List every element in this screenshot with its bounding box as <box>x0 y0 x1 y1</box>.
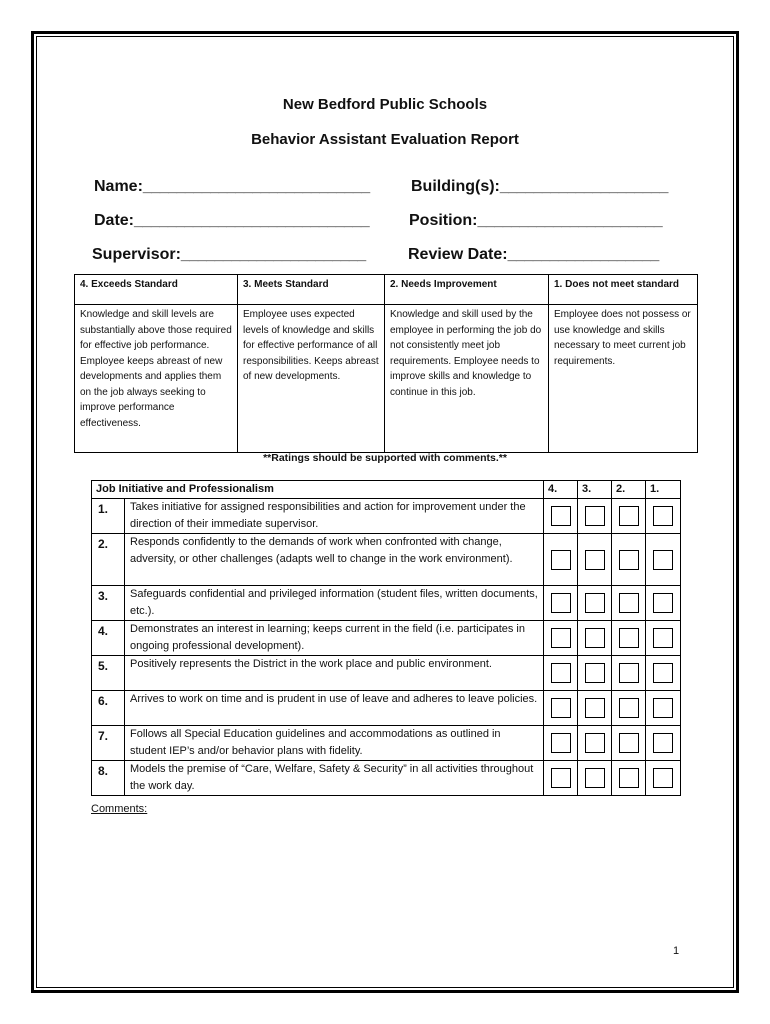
rating-cell-2 <box>612 726 646 761</box>
name-blank[interactable]: ___________________________ <box>142 178 370 195</box>
rating-cell-2 <box>612 586 646 621</box>
item-number: 4. <box>92 621 125 656</box>
rating-checkbox-3[interactable] <box>585 628 605 648</box>
rating-cell-3 <box>578 761 612 796</box>
position-blank[interactable]: ______________________ <box>477 212 663 229</box>
rating-checkbox-4[interactable] <box>551 550 571 570</box>
rating-checkbox-1[interactable] <box>653 733 673 753</box>
item-text: Arrives to work on time and is prudent in use of leave and adheres to leave policies. <box>125 691 544 726</box>
page-number: 1 <box>673 945 680 957</box>
evaluation-row <box>92 656 681 691</box>
rating-checkbox-4[interactable] <box>551 698 571 718</box>
rating-header-1: 1. <box>646 481 681 499</box>
item-text: Safeguards confidential and privileged information (student files, written documents, etc.). <box>125 586 544 621</box>
rating-header-2: 2. <box>612 481 646 499</box>
rating-cell-3 <box>578 726 612 761</box>
rating-header-4: 4. <box>544 481 578 499</box>
item-number: 5. <box>92 656 125 691</box>
standard-description-1: Employee does not possess or use knowledge and skills necessary to meet current job requirements. <box>549 305 698 453</box>
item-number: 7. <box>92 726 125 761</box>
rating-cell-3 <box>578 621 612 656</box>
rating-cell-1 <box>646 586 681 621</box>
evaluation-row <box>92 691 681 726</box>
evaluation-row <box>92 621 681 656</box>
rating-cell-1 <box>646 761 681 796</box>
rating-cell-2 <box>612 534 646 586</box>
rating-checkbox-4[interactable] <box>551 506 571 526</box>
evaluation-row <box>92 499 681 534</box>
rating-checkbox-2[interactable] <box>619 593 639 613</box>
position-label: Position: <box>409 212 478 229</box>
rating-checkbox-2[interactable] <box>619 733 639 753</box>
rating-cell-1 <box>646 621 681 656</box>
rating-cell-4 <box>544 691 578 726</box>
evaluation-row <box>92 534 681 586</box>
rating-cell-1 <box>646 726 681 761</box>
rating-checkbox-2[interactable] <box>619 663 639 683</box>
review-date-blank[interactable]: __________________ <box>507 246 659 263</box>
rating-checkbox-1[interactable] <box>653 593 673 613</box>
rating-cell-4 <box>544 726 578 761</box>
rating-checkbox-4[interactable] <box>551 663 571 683</box>
standard-heading-2: 2. Needs Improvement <box>385 275 549 305</box>
rating-cell-2 <box>612 691 646 726</box>
rating-cell-4 <box>544 761 578 796</box>
standard-description-4: Knowledge and skill levels are substantially above those required for effective job performance. Employee keeps abreast of new developments and applies them on the job always seeking to improve performance effectiveness. <box>75 305 238 453</box>
rating-checkbox-1[interactable] <box>653 550 673 570</box>
section-title: Job Initiative and Professionalism <box>92 481 544 499</box>
rating-cell-1 <box>646 534 681 586</box>
supervisor-blank[interactable]: ______________________ <box>180 246 366 263</box>
buildings-blank[interactable]: ____________________ <box>499 178 668 195</box>
comments-label: Comments: <box>91 803 148 815</box>
item-number: 1. <box>92 499 125 534</box>
standard-description-3: Employee uses expected levels of knowledge and skills for effective performance of all responsibilities. Keeps abreast of new developments. <box>238 305 385 453</box>
supervisor-field[interactable] <box>92 246 366 264</box>
rating-checkbox-4[interactable] <box>551 768 571 788</box>
rating-cell-2 <box>612 761 646 796</box>
buildings-label: Building(s): <box>411 178 500 195</box>
review-date-field[interactable] <box>408 246 659 264</box>
rating-cell-3 <box>578 586 612 621</box>
ratings-note: **Ratings should be supported with comments.** <box>263 452 507 464</box>
evaluation-row <box>92 726 681 761</box>
rating-checkbox-2[interactable] <box>619 550 639 570</box>
date-label: Date: <box>94 212 135 229</box>
rating-cell-4 <box>544 586 578 621</box>
item-text: Demonstrates an interest in learning; keeps current in the field (i.e. participates in ongoing professional development). <box>125 621 544 656</box>
review-date-label: Review Date: <box>408 246 508 263</box>
standard-heading-1: 1. Does not meet standard <box>549 275 698 305</box>
rating-checkbox-2[interactable] <box>619 628 639 648</box>
rating-cell-2 <box>612 621 646 656</box>
rating-header-3: 3. <box>578 481 612 499</box>
rating-checkbox-2[interactable] <box>619 768 639 788</box>
buildings-field[interactable] <box>411 178 668 196</box>
date-field[interactable] <box>94 212 369 230</box>
rating-cell-4 <box>544 656 578 691</box>
item-number: 6. <box>92 691 125 726</box>
item-text: Takes initiative for assigned responsibilities and action for improvement under the direction of their immediate supervisor. <box>125 499 544 534</box>
rating-cell-3 <box>578 499 612 534</box>
rating-checkbox-2[interactable] <box>619 698 639 718</box>
date-blank[interactable]: ____________________________ <box>134 212 370 229</box>
rating-cell-4 <box>544 621 578 656</box>
standard-heading-3: 3. Meets Standard <box>238 275 385 305</box>
name-label: Name: <box>94 178 143 195</box>
rating-cell-4 <box>544 499 578 534</box>
rating-checkbox-3[interactable] <box>585 698 605 718</box>
rating-standards-table <box>74 274 698 453</box>
rating-checkbox-1[interactable] <box>653 628 673 648</box>
rating-checkbox-4[interactable] <box>551 628 571 648</box>
standard-heading-4: 4. Exceeds Standard <box>75 275 238 305</box>
rating-checkbox-3[interactable] <box>585 733 605 753</box>
item-text: Positively represents the District in the work place and public environment. <box>125 656 544 691</box>
rating-cell-3 <box>578 534 612 586</box>
rating-checkbox-4[interactable] <box>551 733 571 753</box>
evaluation-row <box>92 761 681 796</box>
item-text: Follows all Special Education guidelines and accommodations as outlined in student IEP’s and/or behavior plans with fidelity. <box>125 726 544 761</box>
evaluation-row <box>92 586 681 621</box>
rating-checkbox-1[interactable] <box>653 663 673 683</box>
rating-cell-2 <box>612 499 646 534</box>
rating-checkbox-3[interactable] <box>585 550 605 570</box>
supervisor-label: Supervisor: <box>92 246 181 263</box>
item-number: 8. <box>92 761 125 796</box>
rating-cell-3 <box>578 691 612 726</box>
item-number: 2. <box>92 534 125 586</box>
rating-checkbox-3[interactable] <box>585 768 605 788</box>
item-text: Models the premise of “Care, Welfare, Safety & Security” in all activities throughout the work day. <box>125 761 544 796</box>
rating-cell-2 <box>612 656 646 691</box>
rating-checkbox-1[interactable] <box>653 698 673 718</box>
item-number: 3. <box>92 586 125 621</box>
rating-checkbox-1[interactable] <box>653 768 673 788</box>
rating-checkbox-3[interactable] <box>585 663 605 683</box>
name-field[interactable] <box>94 178 370 196</box>
standard-description-2: Knowledge and skill used by the employee in performing the job do not consistently meet job requirements. Employee needs to improve skills and knowledge to continue in this job. <box>385 305 549 453</box>
document-subtitle: Behavior Assistant Evaluation Report <box>251 131 519 148</box>
rating-cell-1 <box>646 656 681 691</box>
item-text: Responds confidently to the demands of work when confronted with change, adversity, or other challenges (adapts well to change in the work environment). <box>125 534 544 586</box>
rating-cell-4 <box>544 534 578 586</box>
rating-cell-1 <box>646 691 681 726</box>
rating-checkbox-3[interactable] <box>585 593 605 613</box>
rating-cell-3 <box>578 656 612 691</box>
rating-checkbox-2[interactable] <box>619 506 639 526</box>
rating-cell-1 <box>646 499 681 534</box>
document-title: New Bedford Public Schools <box>282 96 488 113</box>
rating-checkbox-1[interactable] <box>653 506 673 526</box>
rating-checkbox-3[interactable] <box>585 506 605 526</box>
position-field[interactable] <box>409 212 662 230</box>
rating-checkbox-4[interactable] <box>551 593 571 613</box>
evaluation-table <box>91 480 681 796</box>
